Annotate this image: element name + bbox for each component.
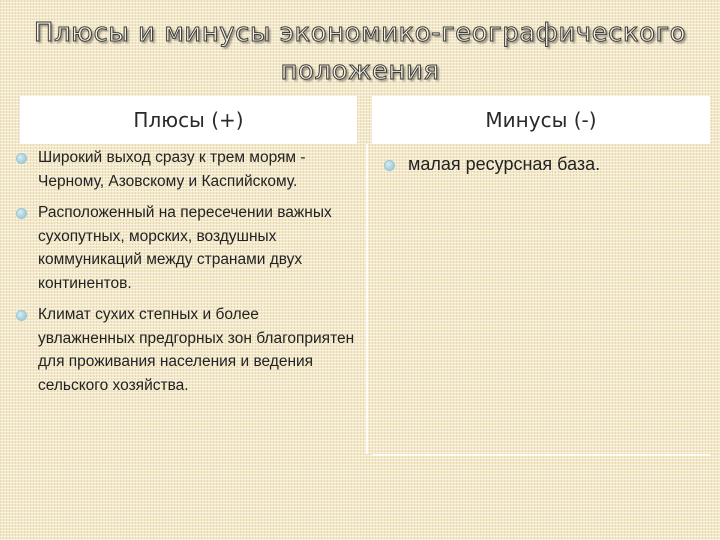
cons-list — [408, 152, 708, 176]
pros-item-text: Широкий выход сразу к трем морям - Черному, Азовскому и Каспийскому. — [38, 149, 306, 190]
cons-column-header: Минусы (-) — [372, 96, 710, 144]
bullet-icon — [16, 208, 27, 219]
cons-list-item — [408, 152, 708, 176]
pros-list — [38, 146, 356, 405]
pros-column-header: Плюсы (+) — [20, 96, 357, 144]
bullet-icon — [16, 153, 27, 164]
cons-item-text: малая ресурсная база. — [408, 154, 601, 174]
row-bottom-line — [372, 454, 710, 456]
slide-title-line-1: Плюсы и минусы экономико-географического — [33, 18, 687, 48]
bullet-icon — [16, 310, 27, 321]
slide-title — [0, 14, 720, 90]
pros-list-item — [38, 146, 356, 193]
pros-list-item — [38, 303, 356, 397]
pros-item-text: Расположенный на пересечении важных сухопутных, морских, воздушных коммуникаций между странами двух континентов. — [38, 204, 332, 292]
bullet-icon — [384, 160, 395, 171]
column-divider — [366, 144, 368, 454]
pros-item-text: Климат сухих степных и более увлажненных предгорных зон благоприятен для проживания населения и ведения сельского хозяйства. — [38, 306, 355, 394]
slide-title-line-2: положения — [280, 56, 440, 86]
pros-list-item — [38, 201, 356, 295]
